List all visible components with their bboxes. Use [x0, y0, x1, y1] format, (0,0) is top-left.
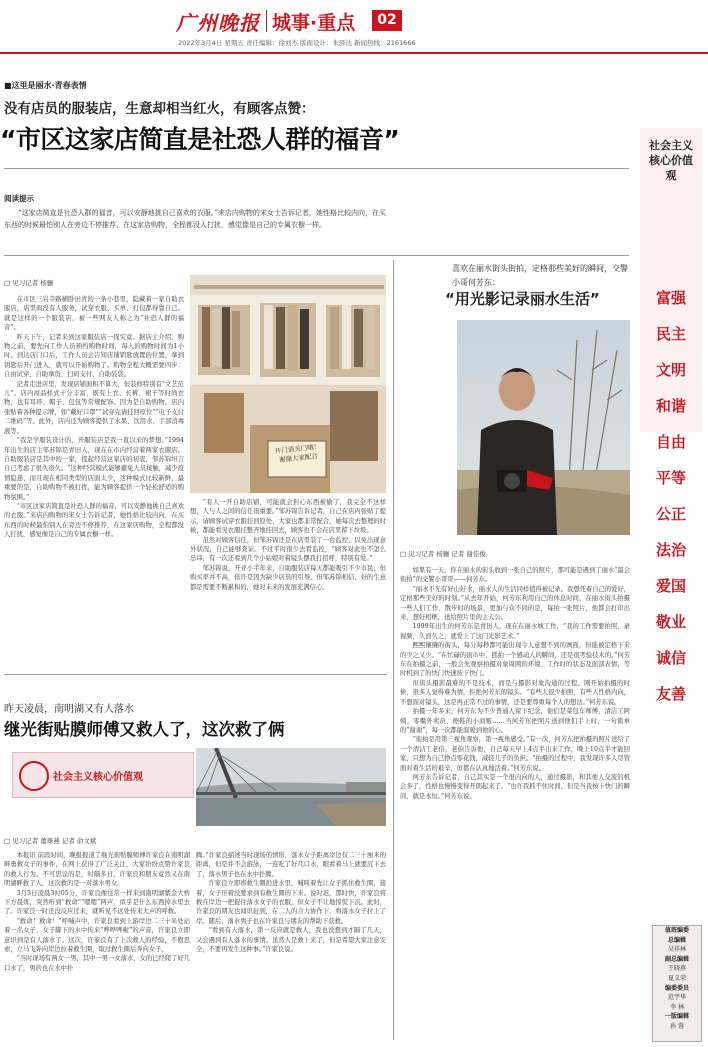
editor-line: 总编辑	[667, 936, 686, 944]
rescue-kicker: 昨天凌晨，南明湖又有人落水	[4, 704, 134, 715]
value-item: 自由	[655, 433, 686, 451]
feature-headline: “用光影记录丽水生活”	[445, 290, 600, 308]
feature-column-divider	[393, 260, 394, 1040]
editor-line: 吴祥林	[667, 946, 686, 954]
rescue-column-left: 本报讯 前段时间，晚报报道了继光街贴膜师傅许家良在南明湖畔勇救女子的事件，在网上获得了广泛关注，大家纷纷点赞许家良的救人行为。不可思议的是，时隔多日，许家良和朋友竟然又在南明湖畔救了人，这次救的是一对落水男女。 3月3日凌晨3时05分，许家良像往常一样来到南明湖紫金大桥下方晨练，突然听到“救命”“嗯嗯”两声，似乎是什么东西掉水里去了。许家良一时还没反应过来，就听见不远处传来大声的呼救。 “救命！救命！”呼喊声中，许家良看到上游岸边二三十米处站着一名女子，女子脚下的水中传来“哗哗哗啦”的声音，许家良立即意识到是有人落水了。这次，许家良有了上次救人的经验，不假思索，立马飞奔向岸边拉着救生圈，取过救生圈后奔向女子。 “当时现场有两女一男，其中一男一女落水，女的已经爬了好几口水了，男的也在水中扑	[4, 852, 190, 972]
masthead-divider	[266, 10, 267, 32]
lead-kicker: ■这里是丽水·青春表情	[4, 81, 87, 90]
editor-line: 范宇华	[667, 994, 686, 1002]
editor-line: 编委委员	[664, 984, 689, 992]
masthead	[0, 0, 708, 52]
traffic-officer-photo	[457, 320, 630, 535]
values-list	[640, 280, 702, 712]
summary-text: “这家店简直是社恐人群的福音，可以安静地挑自己喜欢的衣服。”来店内购物的宋女士告诉记者，她性格比较内向，在买东西的时候最怕别人在旁边不停推荐，在这家店购物，全程都没人打扰，感觉像是自己的专属衣橱一样。	[4, 209, 386, 229]
value-item: 公正	[655, 505, 686, 523]
rescue-top-rule	[4, 674, 387, 675]
shop-sign-text: 开门请关门哦！ 谢谢大家配合	[274, 442, 321, 464]
value-item: 和谐	[655, 397, 686, 415]
summary-top-rule	[4, 168, 629, 169]
rescue-byline: □ 见习记者 董珠燕 记者 俞文斌	[4, 837, 97, 845]
bridge-photo-graphic	[196, 748, 386, 826]
values-badge	[12, 752, 194, 798]
section-title: 城事·重点	[272, 12, 356, 34]
values-badge-ornament	[19, 761, 49, 791]
page-number-badge: 02	[372, 10, 402, 31]
rescue-column-right: 腾。”许家良描述当时现场的情形，落水女子距离岸边仅二三十厘米的距离，但是并不会游泳，一连吃了好几口水，眼看着马上就要沉下去了，落水男子也在水中扑腾。 许家良立即将救生圈扔进水里，喊叫着先让女子抓住救生圈，接着，女子压着没要求到有救生圈的下来。说时迟，那时快，许家良将救在岸边一把捉住落水女子的衣服，但女子不让地惊慌下沉。此时，许家良的朋友也闻讯赶到，在二人的合力协作下，将落水女子拉上了岸。随后，落水男子也在许家良与朋友的帮助下获救。 “看到有人落水，第一反应就是救人，我也没想到才隔了几天，又会遇到有人落水的事情。虽然人是救上来了，但是希望大家注意安全，不要再发生这种事。”许家良说。	[196, 852, 386, 954]
rescue-headline: 继光街贴膜师傅又救人了，这次救了俩	[4, 720, 285, 739]
feature-body: 如果有一天，你在丽水的街头收到一张自己的照片，那可能是遇到了丽水“最会街拍”的交警小哥哥——何芳东。 “丽水不光有好山好水，丽水人的生活同样值得被记录。我想凭着自己的爱好，定格那些美好的时刻。”从去年开始，何芳东利用自己的休息时间，在丽水街头拍摄一些人们工作、散步时的场景，更加与众不同的是，每拍一张照片，他都会打印出来，想好相框，送给照片里的主人公。 1999年出生的何芳东是青田人，现在在丽水城工作，“我的工作需要拍照、录视频，久而久之，就爱上了这门光影艺术。” 熙熙攘攘的街头，每分每秒都可能出现令人意想不到的画面，但能被定格下来的少之又少。“在忙碌的街市中，抓拍一个感动人的瞬间，还是很考验技术的。”何芳东在拍摄之前，一般会先观察拍摄对象周围的环境、工作时的状态及面部表情，等时机到了的快门快速按下快门。 但街头摄影最难的不是技术，而是与摄影对象沟通的过程。刚开始拍摄的时候，很多人觉得难为情，拒绝何芳东的镜头。“有些人很少拍照，有些人性格内向，不想面对镜头，这是再正常不过的事情，还是要尊重每个人的想法。”何芳东说。 拍摄一年多来，何芳东为不少普通人留下纪念，他们是菜包车师傅、清洁工阿姨、零嘴外卖员、擦鞋的小商贩……当何芳东把照片送到他们手上时，一句简单的“谢谢”，每一次都能温暖到他的心。 “街拍是用第三视角观察，第一视角感受。”有一次，何芳东把拍摄的照片送给了一个清洁工老伯，老伯告诉他，自己每天早上4点半出来工作，晚上10点半才能回家，只想为自己挣点零花钱，减轻儿子的负担。“拍摄的过程中，我发现许多人尽管面对着生活的艰辛，但都在认真地活着。”何芳东说。 何芳东告诉记者，自己其实是一个很内向的人，通过摄影，和其他人交流的机会多了，性格也慢慢变得开朗起来了。“也许我抓不住时间，但是当我按下快门的瞬间，就是永恒。”何芳东说。	[400, 567, 630, 800]
editor-line: 副总编辑	[664, 955, 689, 963]
value-item: 民主	[655, 325, 686, 343]
lead-headline: “市区这家店简直是社恐人群的福音”	[0, 125, 400, 154]
value-item: 爱国	[655, 577, 686, 595]
lead-column-left: 在市区三岩寺路横卧田青的一条小巷里，隐藏着一家自助衣服店，店里面没有人服务，试穿衣服、买单、打包都得靠自己。就是这样的一个服装店，被一些网友人称之为“社恐人群的福音”。 昨天下午，记者来到这家服装店一探究竟。据店主介绍，购物之前，要先向工作人员预约购物时间，每人的购物时间为1小时。到达店门口后，工作人员会告知店铺钥匙放置的位置，拿到钥匙后开门进入，就可以开始购物了。购物全程大概需要四步：自由试穿、自助拿货、扫码支付、自助装袋。 记者走进店里，发现店铺面积不算大，但装修特别有“文艺范儿”。店内商品样式十分丰富，既有上衣、长裤、裙子等时尚衣物，也有耳环、帽子、包包等常规配饰。因为是自助购物，店内张贴着各种提示牌，如“戴好口罩”“试穿完请挂回原位”“电子支付二维码”等。此外，店内还为顾客提供了水果、饮用水、手部消毒液等。 “我是学服装设计的，开服装店是我一直以来的梦想。”1994年出生的店主邹苏锦是青田人，现在在市内经营着两家衣服店。自助服装店是其中的一家，提起经营这家店的初衷，邹苏锦坦言自己考虑了很久很久。“这种经营模式能够避免人员接触，减少疫情隐患，而且现在相同类型的店面太少，这种模式比较新鲜，最重要的是，自助购物不被打扰，能为顾客提供一个轻松舒适的购物氛围。” “市区这家店简直是社恐人群的福音，可以安静地挑自己喜欢的衣服。”来店内购物的宋女士告诉记者，她性格比较内向，在买东西的时候最怕别人在旁边不停推荐，在这家店购物，全程都没人打扰，感觉像是自己的专属衣橱一样。	[4, 296, 184, 539]
value-item: 文明	[655, 361, 686, 379]
editor-line: 一版编辑	[664, 1013, 689, 1021]
feature-byline: □ 见习记者 杨骊 记者 谢佳俊	[400, 550, 486, 558]
summary-label: 阅读提示	[4, 194, 34, 203]
issue-meta: 2022年3月4日 星期五 责任编辑：徐刘杰 版面设计：朱驿达 新闻热线：2161666	[178, 39, 416, 47]
officer-photo-graphic	[457, 320, 630, 535]
lead-subtitle: 没有店员的服装店，生意却相当红火，有顾客点赞：	[4, 101, 315, 117]
editor-line: 夏义荣	[667, 974, 686, 982]
editor-line: 李 林	[670, 1003, 684, 1011]
editor-line: 值班编委	[664, 927, 689, 934]
value-item: 富强	[655, 289, 686, 307]
value-item: 友善	[655, 685, 686, 703]
paper-name: 广州晚报	[176, 11, 260, 35]
editor-line: 孙 蓉	[670, 1022, 684, 1030]
value-item: 敬业	[655, 613, 686, 631]
shop-interior-photo	[190, 275, 386, 493]
editor-box	[652, 925, 702, 1042]
feature-intro: 喜欢在丽水街头街拍，定格那些美好的瞬间，交警小哥何芳东：	[452, 264, 628, 287]
value-item: 法治	[655, 541, 686, 559]
masthead-rule	[0, 52, 708, 54]
summary-bottom-rule	[4, 255, 629, 256]
values-badge-text: 社会主义核心价值观	[53, 772, 143, 783]
value-item: 诚信	[655, 649, 686, 667]
editor-line: 王晓燕	[667, 965, 686, 973]
sidebar-slogan: 社会主义核心价值观	[649, 139, 693, 182]
lead-column-right: “有人一开自助店铺，可能就会担心东西被偷了，我完全不这样想，人与人之间的信任很重要。”邹苏锦告诉记者，自己在店内张贴了提示，请顾客试穿衣服挂回原处，大家也都非常配合，她每次去整理的时候，都能看见衣服挂整齐地挂回去，顾客也不会在店里留下垃圾。 虽然对顾客信任，但邹苏锦还是在店里装了一台监控，以免出现意外状况，自己能够查证。不过平时很少去看监控，“顾客对此也不怎么忌讳，有一次还看到几个小姑娘对着镜头摆我打招呼，特别有爱。” 邹苏锦说，开业小半年来，自助服装店每天都能吸引不少市民，但购买率并不高，依许是因为缺少店员的引导。但邹苏锦相信，好的生意都是需要不断累积的，她对未来的发展充满信心。	[190, 499, 386, 591]
value-item: 平等	[655, 469, 686, 487]
lead-byline: □ 见习记者 杨骊	[4, 279, 54, 287]
bridge-photo	[196, 748, 386, 826]
